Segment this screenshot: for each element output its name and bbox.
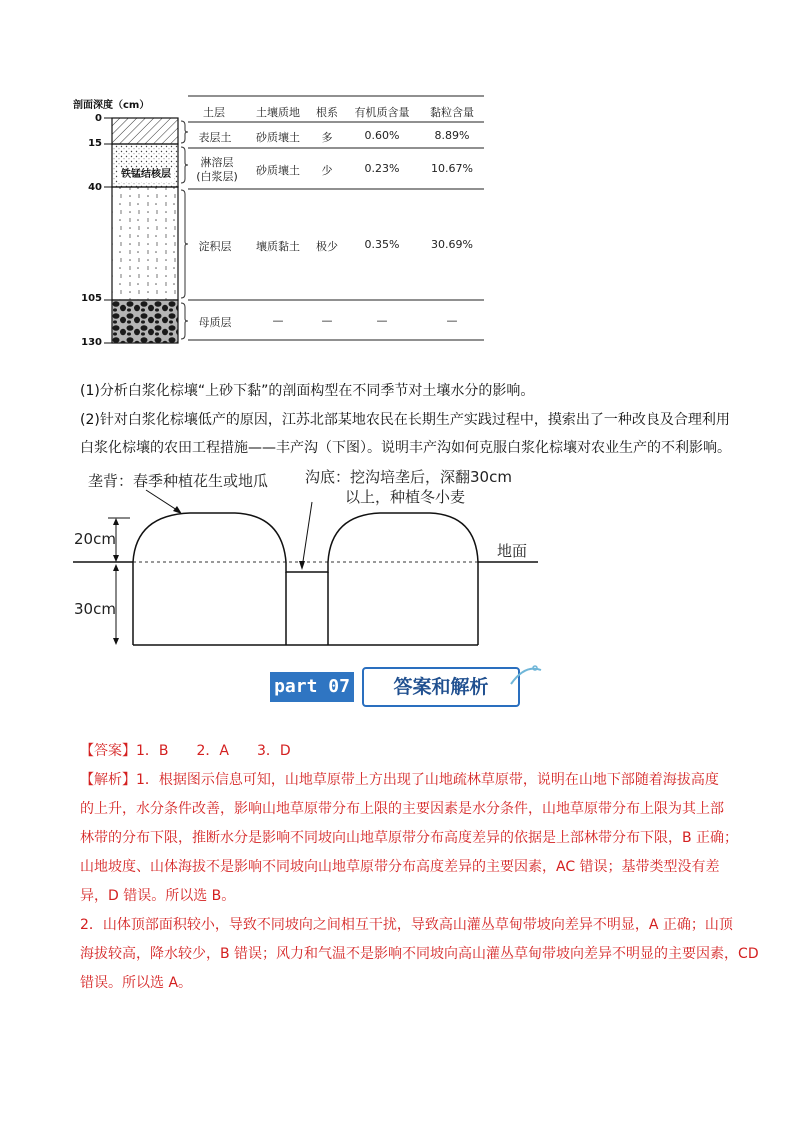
row4-texture: — <box>272 314 284 327</box>
row2-layer-line2: (白浆层) <box>196 170 238 183</box>
row1-layer: 表层土 <box>198 131 232 144</box>
row2-layer-line1: 淋溶层 <box>200 156 234 169</box>
row1-texture: 砂质壤土 <box>256 131 300 144</box>
banner-part-label: part 07 <box>270 672 354 702</box>
question-2-line1: (2)针对白浆化棕壤低产的原因，江苏北部某地农民在长期生产实践过程中，摸索出了一种改良及合理利用 <box>80 412 730 428</box>
analysis-line-7: 海拔较高，降水较少，B 错误；风力和气温不是影响不同坡向高山灌丛草甸带坡向差异不明显的主要因素，CD <box>80 946 759 962</box>
height-20cm-label: 20cm <box>74 530 116 548</box>
analysis-line-5: 异，D 错误。所以选 B。 <box>80 888 236 904</box>
analysis-line-8: 错误。所以选 A。 <box>80 975 193 991</box>
row3-layer: 淀积层 <box>198 240 232 253</box>
analysis-line-4: 山地坡度、山体海拔不是影响不同坡向山地草原带分布高度差异的主要因素，AC 错误；基带类型没有差 <box>80 859 720 875</box>
depth-30cm-label: 30cm <box>74 600 116 618</box>
depth-label-105: 105 <box>81 293 102 304</box>
header-layer: 土层 <box>203 106 225 119</box>
row3-roots: 极少 <box>316 240 338 253</box>
row4-roots: — <box>321 314 333 327</box>
analysis-line-6: 2．山体顶部面积较小，导致不同坡向之间相互干扰，导致高山灌丛草甸带坡向差异不明显，A 正确；山顶 <box>80 917 733 933</box>
ground-label: 地面 <box>497 542 528 560</box>
row2-texture: 砂质壤土 <box>256 164 300 177</box>
header-clay: 黏粒含量 <box>430 106 474 119</box>
depth-label-130: 130 <box>81 337 102 348</box>
row2-roots: 少 <box>321 164 333 177</box>
depth-label-15: 15 <box>88 138 102 149</box>
row4-organic: — <box>376 314 388 327</box>
header-texture: 土壤质地 <box>256 106 300 119</box>
profile-depth-title: 剖面深度（cm） <box>73 100 150 111</box>
header-roots: 根系 <box>316 106 338 119</box>
iron-manganese-nodule-label: 铁锰结核层 <box>118 168 174 182</box>
row2-clay: 10.67% <box>431 162 473 175</box>
header-organic: 有机质含量 <box>354 106 410 119</box>
row1-roots: 多 <box>321 131 333 144</box>
analysis-line-2: 的上升，水分条件改善，影响山地草原带分布上限的主要因素是水分条件，山地草原带分布上限为其上部 <box>80 801 724 817</box>
banner-tag-icon <box>505 660 545 700</box>
row1-organic: 0.60% <box>364 129 400 142</box>
row3-texture: 壤质黏土 <box>256 240 300 253</box>
question-2-line2: 白浆化棕壤的农田工程措施——丰产沟（下图）。说明丰产沟如何克服白浆化棕壤对农业生产的不利影响。 <box>80 440 731 456</box>
depth-label-0: 0 <box>95 113 102 124</box>
ridge-label: 垄背：春季种植花生或地瓜 <box>88 472 269 490</box>
row3-clay: 30.69% <box>431 238 473 251</box>
depth-label-40: 40 <box>88 182 102 193</box>
analysis-line-3: 林带的分布下限，推断水分是影响不同坡向山地草原带分布高度差异的依据是上部林带分布下限，B 正确； <box>80 830 739 846</box>
row2-organic: 0.23% <box>364 162 400 175</box>
ditch-label-line2: 以上，种植冬小麦 <box>345 488 466 506</box>
row4-layer: 母质层 <box>198 316 232 329</box>
question-1: (1)分析白浆化棕壤“上砂下黏”的剖面构型在不同季节对土壤水分的影响。 <box>80 383 535 399</box>
ditch-label-line1: 沟底：挖沟培垄后，深翻30cm <box>305 468 512 486</box>
banner-title: 答案和解析 <box>362 667 520 707</box>
row4-clay: — <box>446 314 458 327</box>
analysis-line-1: 【解析】1．根据图示信息可知，山地草原带上方出现了山地疏林草原带，说明在山地下部随着海拔高度 <box>80 772 719 788</box>
answers-line: 【答案】1．B 2．A 3．D <box>80 743 291 759</box>
row3-organic: 0.35% <box>364 238 400 251</box>
row1-clay: 8.89% <box>434 129 470 142</box>
